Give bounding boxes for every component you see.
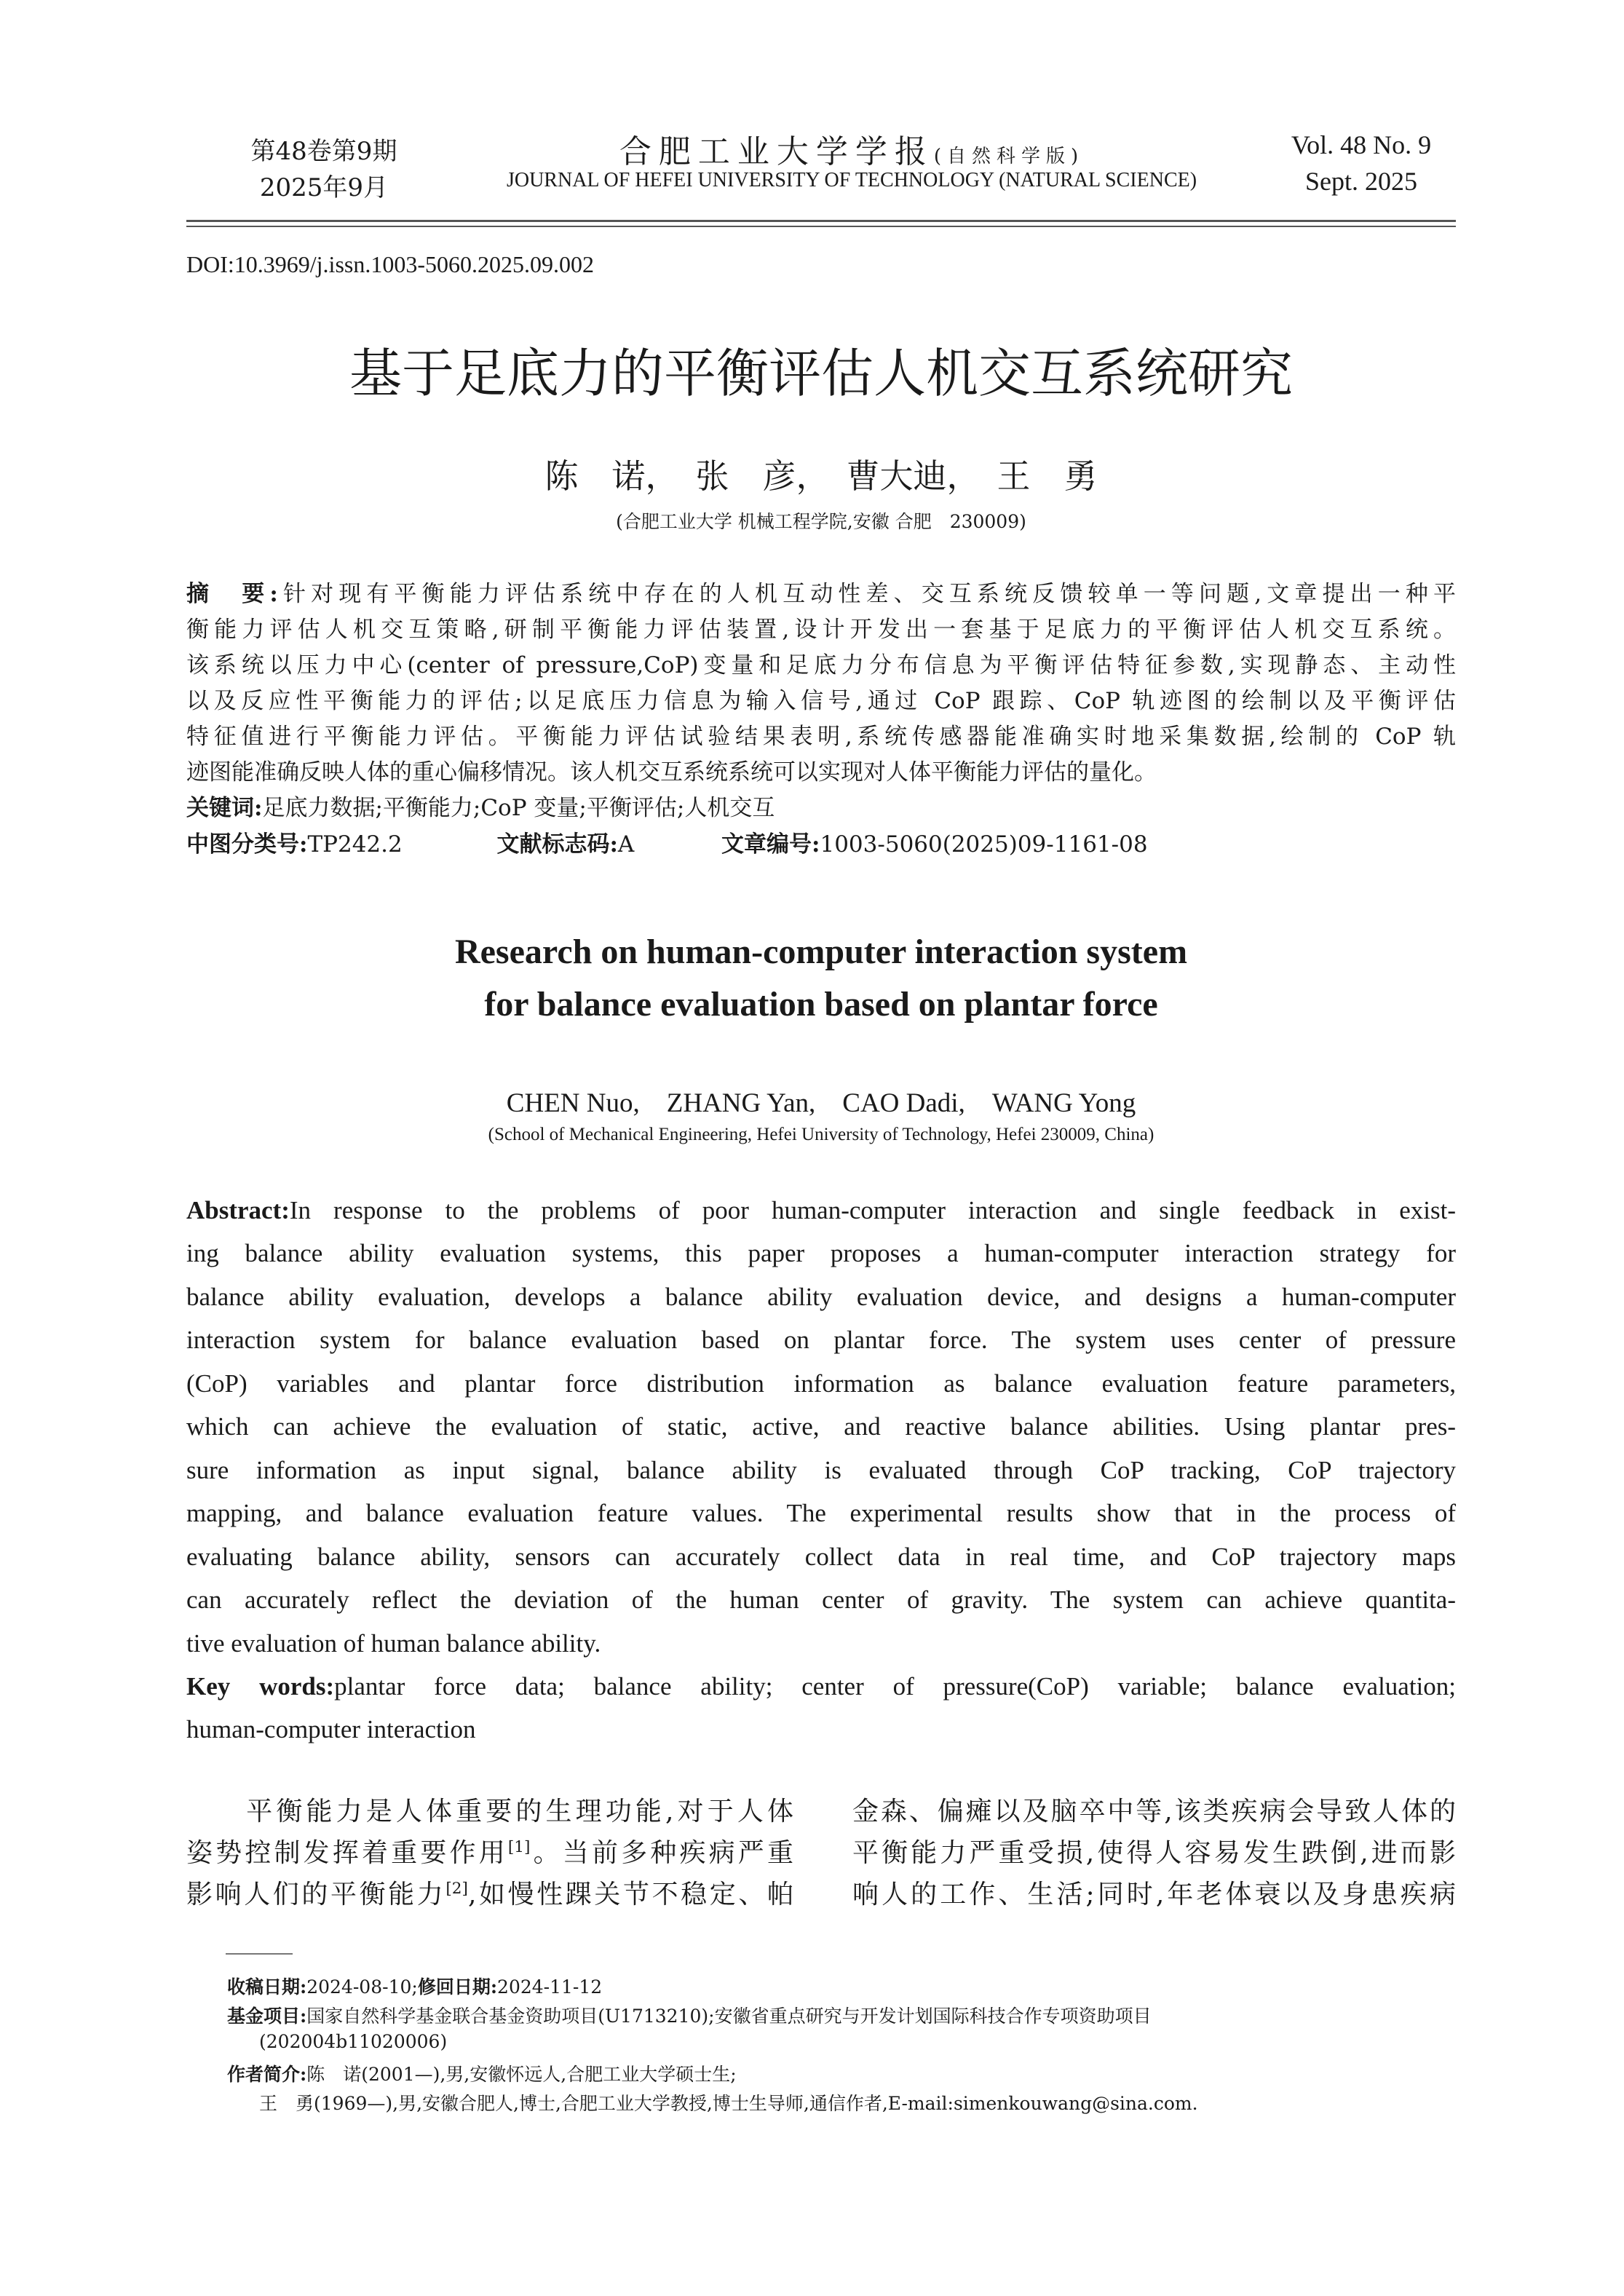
paper-title-cn: 基于足底力的平衡评估人机交互系统研究 (349, 343, 1293, 404)
abstract-cn-line (186, 575, 1456, 608)
journal-name-cn: 合肥工业大学学报 (619, 133, 934, 170)
fund-info-cont: (202004b11020006) (259, 2031, 448, 2052)
abstract-cn-line: 该系统以压力中心(center of pressure,CoP)变量和足底力分布信息为平衡评估特征参数,实现静态、主动性 (186, 652, 1456, 678)
abstract-cn-text: 针对现有平衡能力评估系统中存在的人机互动性差、交互系统反馈较单一等问题,文章提出一种平 (277, 581, 1456, 607)
journal-title-en: JOURNAL OF HEFEI UNIVERSITY OF TECHNOLOGY (NATURAL SCIENCE) (506, 169, 1197, 191)
keywords-en-text: plantar force data; balance ability; center of pressure(CoP) variable; balance evaluation; (334, 1672, 1456, 1701)
citation-ref[interactable]: [2] (445, 1880, 468, 1898)
abstract-en-line: tive evaluation of human balance ability. (186, 1629, 601, 1658)
header-rule-bottom (186, 226, 1456, 227)
abstract-cn-line: 以及反应性平衡能力的评估;以足底压力信息为输入信号,通过 CoP 跟踪、CoP 轨迹图的绘制以及平衡评估 (186, 688, 1456, 714)
revised-label: 修回日期: (417, 1976, 498, 1998)
abstract-en-line: ing balance ability evaluation systems, this paper proposes a human-computer interaction strategy for (186, 1239, 1456, 1267)
footnote-rule (226, 1953, 293, 1955)
abstract-cn-line: 衡能力评估人机交互策略,研制平衡能力评估装置,设计开发出一套基于足底力的平衡评估人机交互系统。 (186, 617, 1456, 643)
date-en: Sept. 2025 (1304, 167, 1417, 196)
abstract-en-line: sure information as input signal, balance ability is evaluated through CoP tracking, CoP trajectory (186, 1456, 1456, 1484)
body-text: ,如慢性踝关节不稳定、帕 (467, 1880, 793, 1909)
abstract-en-line: (CoP) variables and plantar force distribution information as balance evaluation feature parameters, (186, 1369, 1456, 1398)
paper-title-en-line2: for balance evaluation based on plantar force (484, 985, 1158, 1024)
doc-code-value: A (617, 831, 635, 858)
authors-cn: 陈 诺， 张 彦， 曹大迪， 王 勇 (544, 456, 1098, 496)
body-left-line (186, 1832, 793, 1869)
keywords-cn-text: 足底力数据;平衡能力;CoP 变量;平衡评估;人机交互 (262, 795, 775, 821)
abstract-en-line: balance ability evaluation, develops a balance ability evaluation device, and designs a human-computer (186, 1283, 1456, 1311)
fund-text: 国家自然科学基金联合基金资助项目(U1713210);安徽省重点研究与开发计划国际科技合作专项资助项目 (306, 2006, 1152, 2027)
abstract-en-label: Abstract: (186, 1196, 290, 1224)
body-text: 姿势控制发挥着重要作用 (186, 1838, 508, 1868)
author-bio-2: 王 勇(1969—),男,安徽合肥人,博士,合肥工业大学教授,博士生导师,通信作者,E-mail:simenkouwang@sina.com. (259, 2093, 1198, 2114)
received-label: 收稿日期: (227, 1976, 307, 1998)
author-bio-1: 陈 诺(2001—),男,安徽怀远人,合肥工业大学硕士生; (306, 2064, 737, 2085)
abstract-en-line: which can achieve the evaluation of static, active, and reactive balance abilities. Using plantar pres- (186, 1412, 1456, 1441)
authors-en: CHEN Nuo, ZHANG Yan, CAO Dadi, WANG Yong (506, 1088, 1136, 1118)
abstract-cn-label: 摘 要: (186, 581, 278, 607)
abstract-cn-line: 迹图能准确反映人体的重心偏移情况。该人机交互系统系统可以实现对人体平衡能力评估的量化。 (186, 759, 1157, 785)
article-no-value: 1003-5060(2025)09-1161-08 (820, 831, 1148, 858)
fund-label: 基金项目: (227, 2006, 307, 2027)
revised-date: 2024-11-12 (497, 1976, 603, 1998)
clc-label: 中图分类号: (186, 831, 308, 858)
body-text: 影响人们的平衡能力 (186, 1880, 446, 1909)
body-left-line: 平衡能力是人体重要的生理功能,对于人体 (186, 1797, 793, 1826)
classification-row (186, 826, 1456, 858)
author-bio (227, 2060, 737, 2086)
volume-cn: 第48卷第9期 (250, 137, 397, 166)
abstract-en-line: evaluating balance ability, sensors can accurately collect data in real time, and CoP trajectory maps (186, 1543, 1456, 1571)
abstract-en-line: interaction system for balance evaluation based on plantar force. The system uses center of pressure (186, 1326, 1456, 1354)
keywords-en (186, 1672, 1456, 1701)
abstract-en-line: mapping, and balance evaluation feature values. The experimental results show that in the process of (186, 1499, 1456, 1527)
fund-info (227, 2002, 1152, 2028)
keywords-cn (186, 789, 1456, 822)
body-right-line: 响人的工作、生活;同时,年老体衰以及身患疾病 (852, 1880, 1456, 1909)
keywords-cn-label: 关键词: (186, 795, 263, 821)
body-left-line (186, 1874, 793, 1911)
keywords-en-cont: human-computer interaction (186, 1715, 476, 1743)
author-bio-label: 作者简介: (227, 2064, 307, 2085)
date-cn: 2025年9月 (259, 173, 389, 202)
body-right-line: 平衡能力严重受损,使得人容易发生跌倒,进而影 (852, 1838, 1456, 1868)
journal-title-cn (451, 125, 1252, 172)
abstract-en-text: In response to the problems of poor human-computer interaction and single feedback in exist- (289, 1196, 1456, 1224)
abstract-en-line (186, 1196, 1456, 1225)
citation-ref[interactable]: [1] (507, 1838, 531, 1856)
keywords-en-label: Key words: (186, 1672, 335, 1701)
clc-value: TP242.2 (307, 831, 403, 858)
journal-edition-cn: (自然科学版) (933, 146, 1085, 167)
header-rule-top (186, 220, 1456, 222)
affiliation-en: (School of Mechanical Engineering, Hefei University of Technology, Hefei 230009, China) (488, 1125, 1154, 1144)
abstract-en-line: can accurately reflect the deviation of the human center of gravity. The system can achieve quantita- (186, 1586, 1456, 1614)
volume-en: Vol. 48 No. 9 (1291, 130, 1432, 159)
body-text: 。当前多种疾病严重 (530, 1838, 793, 1868)
paper-title-en-line1: Research on human-computer interaction system (454, 933, 1188, 971)
received-dates (227, 1973, 602, 1999)
doi: DOI:10.3969/j.issn.1003-5060.2025.09.002 (186, 251, 594, 277)
doc-code-label: 文献标志码: (496, 831, 618, 858)
article-no-label: 文章编号: (721, 831, 820, 858)
affiliation-cn: (合肥工业大学 机械工程学院,安徽 合肥 230009) (616, 511, 1026, 532)
abstract-cn-line: 特征值进行平衡能力评估。平衡能力评估试验结果表明,系统传感器能准确实时地采集数据,绘制的 CoP 轨 (186, 724, 1456, 750)
body-right-line: 金森、偏瘫以及脑卒中等,该类疾病会导致人体的 (852, 1797, 1456, 1826)
received-date: 2024-08-10; (306, 1976, 418, 1998)
